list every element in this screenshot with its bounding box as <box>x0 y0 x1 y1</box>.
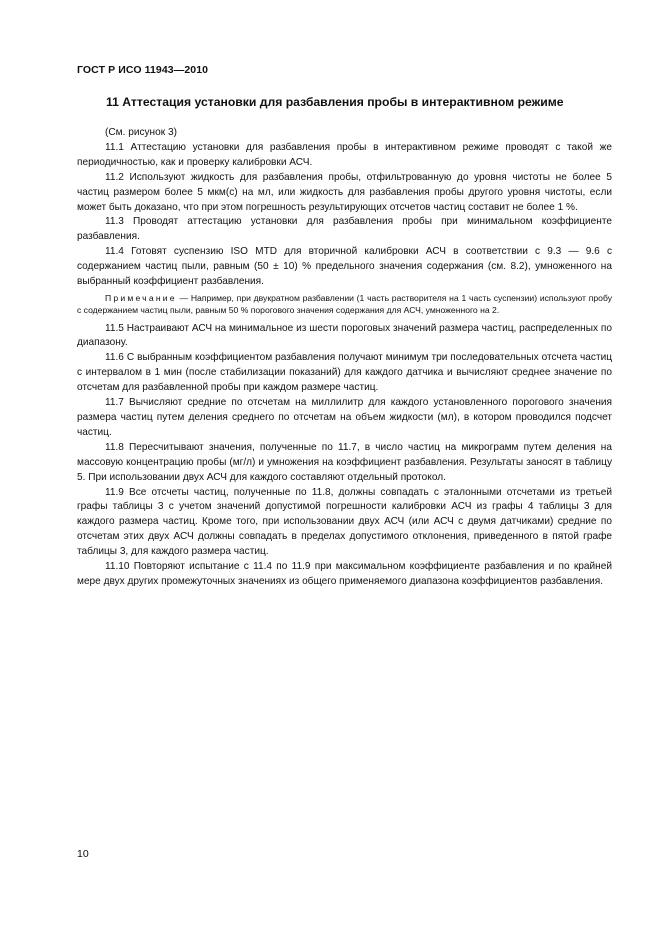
figure-reference: (См. рисунок 3) <box>105 127 177 138</box>
paragraph-11-1: 11.1 Аттестацию установки для разбавления пробы в интерактивном режиме проводят с такой же периодичностью, как и проверку калибровки АСЧ. <box>77 141 612 168</box>
page-number: 10 <box>77 848 89 860</box>
paragraph-11-7: 11.7 Вычисляют средние по отсчетам на миллилитр для каждого установленного порогового значения размера частиц путем деления среднего по отсчетам на объем жидкости (мл), в котором проводился подсчет частиц. <box>77 397 612 438</box>
paragraph-11-8: 11.8 Пересчитывают значения, полученные по 11.7, в число частиц на микрограмм путем деления на массовую концентрацию пробы (мг/л) и умножения на коэффициент разбавления. Результаты заносят в таблицу 5. При использовании двух АСЧ для каждого составляют отдельный протокол. <box>77 441 612 483</box>
document-header: ГОСТ Р ИСО 11943—2010 <box>77 64 209 76</box>
document-body <box>77 126 612 590</box>
section-title: 11 Аттестация установки для разбавления пробы в интерактивном режиме <box>106 95 564 109</box>
note <box>77 293 612 317</box>
note-text: — Например, при двукратном разбавлении (1 часть растворителя на 1 часть суспензии) используют пробу с содержанием частиц пыли, равным 50 % порогового значения содержания для АСЧ, умноженного на 2. <box>77 292 612 315</box>
paragraph-11-4: 11.4 Готовят суспензию ISO MTD для вторичной калибровки АСЧ в соответствии с 9.3 — 9.6 с содержанием частиц пыли, равным (50 ± 10) % предельного значения содержания (см. 8.2), умноженного на выбранный коэффициент разбавления. <box>77 246 612 288</box>
paragraph-11-10: 11.10 Повторяют испытание с 11.4 по 11.9 при максимальном коэффициенте разбавления и по крайней мере двух других промежуточных значениях из общего применяемого диапазона коэффициентов разбавления. <box>77 561 612 587</box>
paragraph-11-2: 11.2 Используют жидкость для разбавления пробы, отфильтрованную до уровня чистоты не более 5 частиц размером более 5 мкм(с) на мл, или жидкость для разбавления пробы другого уровня чистоты, если может быть доказано, что при этом погрешность результирующих отсчетов частиц составит не более 1 %. <box>77 171 612 213</box>
paragraph-11-9: 11.9 Все отсчеты частиц, полученные по 11.8, должны совпадать с эталонными отсчетами из третьей графы таблицы 3 с учетом значений допустимой погрешности калибровки АСЧ из графы 4 таблицы 3 для каждого размера частиц. Кроме того, при использовании двух АСЧ (или АСЧ с двумя датчиками) средние по отсчетам этих двух АСЧ должны совпадать в пределах допустимого отклонения, приведенного в пятой графе таблицы 3, для каждого размера частиц. <box>77 486 612 558</box>
paragraph-11-3: 11.3 Проводят аттестацию установки для разбавления пробы при минимальном коэффициенте разбавления. <box>77 216 612 243</box>
paragraph-11-5: 11.5 Настраивают АСЧ на минимальное из шести пороговых значений размера частиц, распределенных по диапазону. <box>77 322 612 349</box>
paragraph-11-6: 11.6 С выбранным коэффициентом разбавления получают минимум три последовательных отсчета частиц с интервалом в 1 мин (после стабилизации показаний) для каждого датчика и вычисляют среднее значение по отсчетам для разбавленной пробы при каждом размере частиц. <box>77 352 612 394</box>
note-label: Примечание <box>105 292 177 303</box>
